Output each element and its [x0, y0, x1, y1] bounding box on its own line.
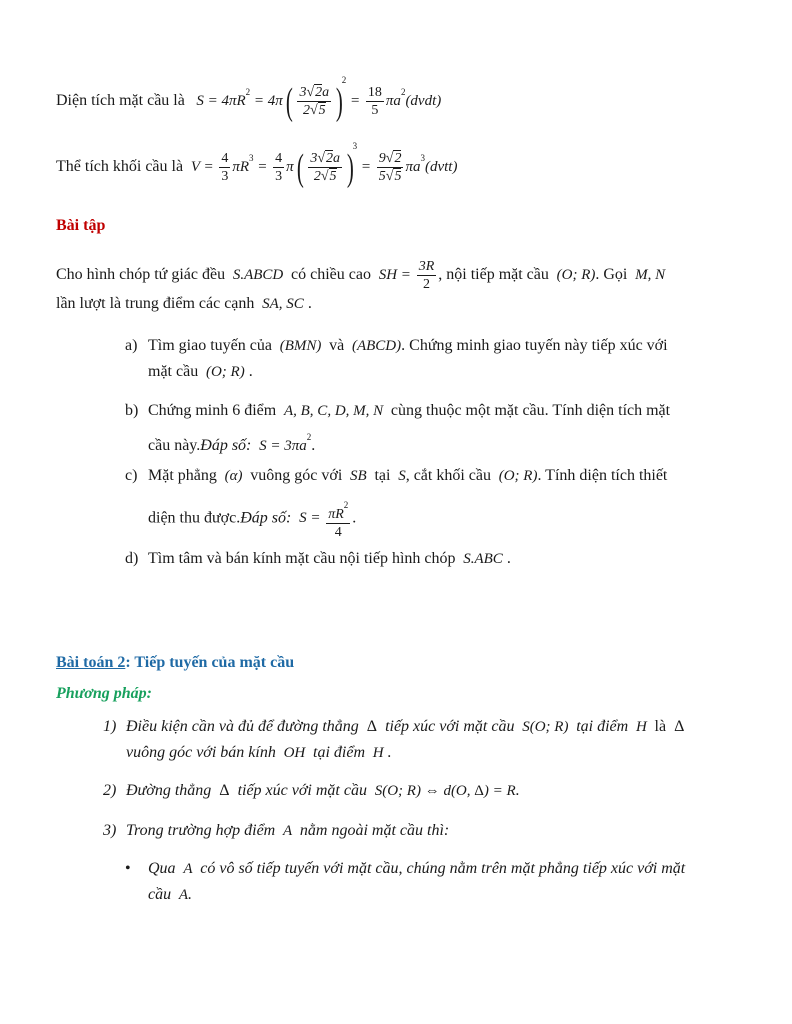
item-text: . Chứng minh giao tuyến này tiếp xúc với	[401, 337, 668, 354]
item-text: tại	[374, 467, 391, 484]
exercise-item-a: a) Tìm giao tuyến của (BMN) và (ABCD). Chứng minh giao tuyến này tiếp xúc với mặt cầu (O; R) .	[125, 333, 737, 385]
math-a: A	[179, 861, 197, 877]
math-delta: Δ	[670, 718, 685, 735]
exercise-heading: Bài tập	[56, 217, 106, 234]
item-text: tiếp xúc với mặt cầu	[385, 718, 515, 735]
item-text: tại điểm	[313, 744, 366, 761]
statement-text: . Gọi	[595, 265, 628, 283]
item-label: a)	[125, 337, 138, 354]
item-text: Tìm tâm và bán kính mặt cầu nội tiếp hình chóp	[148, 550, 456, 567]
statement-text: có chiều cao	[291, 265, 371, 283]
item-label: 1)	[103, 718, 117, 735]
math-plane-abcd: (ABCD)	[348, 338, 402, 354]
volume-formula-line	[56, 136, 457, 187]
bullet-icon: •	[125, 860, 131, 877]
math-height: SH = $\frac{3R}{2}$	[374, 259, 435, 292]
area-formula-line	[56, 70, 441, 121]
math-s: S	[394, 468, 406, 484]
method-bullet: • Qua A có vô số tiếp tuyến với mặt cầu, chúng nằm trên mặt phẳng tiếp xúc với mặt cầu A.	[125, 856, 755, 908]
problem2-heading-prefix: Bài toán 2	[56, 654, 126, 671]
item-text: vuông góc với bán kính	[126, 744, 276, 761]
item-text: vuông góc với	[250, 467, 343, 484]
math-h: H	[369, 745, 384, 761]
math-sphere: (O; R)	[202, 364, 245, 380]
item-label: b)	[125, 402, 139, 419]
math-plane-bmn: (BMN)	[275, 338, 326, 354]
math-delta: Δ	[215, 782, 234, 799]
item-text: Trong trường hợp điểm	[126, 822, 276, 839]
math-tangent-condition: S(O; R) ⇔ d(O, Δ) = R	[370, 783, 516, 799]
math-h: H	[632, 719, 651, 735]
item-label: d)	[125, 550, 139, 567]
item-text: và	[329, 337, 345, 354]
math-six-points: A, B, C, D, M, N	[280, 403, 387, 419]
exercise-item-b: b) Chứng minh 6 điểm A, B, C, D, M, N cùng thuộc một mặt cầu. Tính diện tích mặt cầu này.Đáp số: $S = 3\pi a^2$.	[125, 398, 737, 459]
item-text: Mặt phẳng	[148, 467, 217, 484]
item-text: Chứng minh 6 điểm	[148, 402, 277, 419]
problem2-heading-rest: : Tiếp tuyến của mặt cầu	[125, 654, 295, 671]
answer-label: Đáp số:	[200, 437, 252, 454]
math-sphere: (O; R)	[494, 468, 538, 484]
area-label: Diện tích mặt cầu là	[56, 92, 185, 109]
method-item-1: 1) Điều kiện cần và đủ để đường thẳng Δ tiếp xúc với mặt cầu S(O; R) tại điểm H là Δ vuông góc với bán kính OH tại điểm H .	[103, 714, 753, 766]
method-item-2: 2) Đường thẳng Δ tiếp xúc với mặt cầu S(O; R) ⇔ d(O, Δ) = R.	[103, 778, 753, 804]
math-answer-b: $S = 3\pi a^2$	[255, 432, 312, 454]
math-pyramid: S.ABCD	[229, 266, 288, 283]
method-item-3	[103, 818, 753, 844]
statement-text: lần lượt là trung điểm các cạnh	[56, 295, 255, 312]
math-a: A	[175, 887, 189, 903]
math-sphere: (O; R)	[552, 266, 596, 283]
math-sphere-s: S(O; R)	[518, 719, 573, 735]
item-text: có vô số tiếp tuyến với mặt cầu, chúng nằm trên mặt phẳng tiếp xúc với mặt	[200, 860, 686, 877]
exercise-item-c: c) Mặt phẳng (α) vuông góc với SB tại S, cắt khối cầu (O; R). Tính diện tích thiết diện thu được.Đáp số: S = $\frac{\pi R^2}{4}$ .	[125, 463, 737, 541]
item-text: cầu	[148, 886, 172, 903]
statement-text: , nội tiếp mặt cầu	[438, 265, 549, 283]
item-text: Qua	[148, 860, 176, 877]
item-text: là	[654, 718, 667, 735]
item-label: 3)	[103, 822, 117, 839]
math-answer-c: S = $\frac{\pi R^2}{4}$	[295, 510, 352, 526]
exercise-statement-line1	[56, 258, 665, 293]
exercise-statement-line2: lần lượt là trung điểm các cạnh SA, SC .	[56, 295, 312, 312]
item-text: tiếp xúc với mặt cầu	[237, 782, 367, 799]
item-text: tại điểm	[576, 718, 629, 735]
item-text: mặt cầu	[148, 363, 199, 380]
item-label: 2)	[103, 782, 117, 799]
math-points: M, N	[631, 266, 666, 283]
item-text: diện thu được.	[148, 509, 241, 527]
math-edges: SA, SC	[258, 296, 304, 312]
math-sb: SB	[346, 468, 371, 484]
math-oh: OH	[279, 745, 310, 761]
item-text: cầu này.	[148, 437, 201, 454]
item-label: c)	[125, 467, 138, 484]
item-text: . Tính diện tích thiết	[537, 467, 668, 484]
volume-label: Thể tích khối cầu là	[56, 158, 184, 175]
math-sabc: S.ABC	[459, 551, 503, 567]
method-label: Phương pháp:	[56, 685, 152, 702]
answer-label: Đáp số:	[240, 509, 292, 527]
volume-formula: V = $\frac{4}{3}$ $\pi R^3$ = $\frac{4}{3}$ π( $\frac{3√2a}{2√5}$ )$^3$ = $\frac{9√2}{5√5}$ $\pi a^3(dvtt)$	[187, 141, 458, 189]
item-text: nằm ngoài mặt cầu thì:	[299, 822, 450, 839]
item-text: Tìm giao tuyến của	[148, 337, 272, 354]
math-a: A	[279, 823, 296, 839]
item-text: Đường thẳng	[126, 782, 212, 799]
math-alpha: (α)	[220, 468, 247, 484]
item-text: Điều kiện cần và đủ để đường thẳng	[126, 718, 359, 735]
statement-text: Cho hình chóp tứ giác đều	[56, 265, 226, 283]
problem2-heading	[56, 653, 294, 673]
area-formula: $S = 4\pi R^2 = 4\pi$( $\frac{3√2a}{2√5}$ )$^2$ = $\frac{18}{5}$ $\pi a^2(dvdt)$	[188, 75, 442, 123]
item-text: cùng thuộc một mặt cầu. Tính diện tích mặt	[390, 402, 671, 419]
math-delta: Δ	[362, 718, 382, 735]
item-text: , cắt khối cầu	[405, 467, 491, 484]
exercise-item-d: d) Tìm tâm và bán kính mặt cầu nội tiếp hình chóp S.ABC .	[125, 546, 737, 572]
